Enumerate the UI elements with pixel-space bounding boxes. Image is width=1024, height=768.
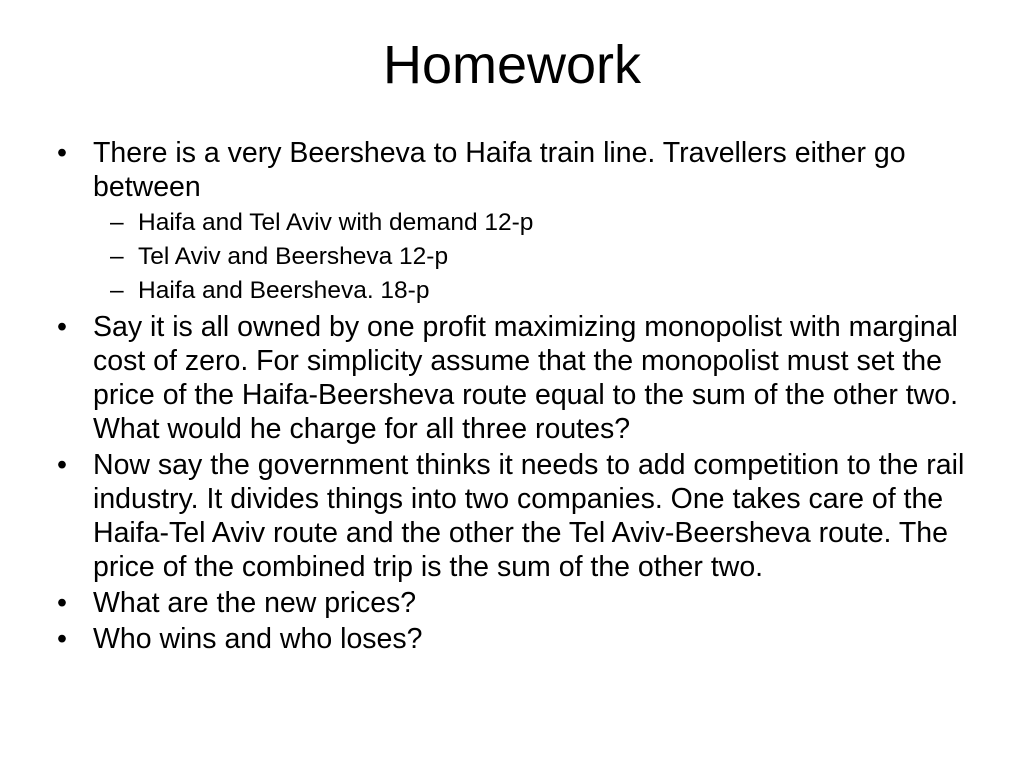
- bullet-icon: •: [57, 449, 67, 481]
- bullet-item-3: [55, 448, 970, 584]
- sub-bullet-text: Haifa and Tel Aviv with demand 12-p: [138, 209, 534, 236]
- sub-bullet-text: Haifa and Beersheva. 18-p: [138, 277, 430, 304]
- bullet-item-5: [55, 622, 970, 656]
- sub-bullet-item-1: [93, 206, 970, 240]
- dash-icon: –: [110, 209, 124, 236]
- bullet-list: [55, 136, 970, 656]
- bullet-text: Now say the government thinks it needs to add competition to the rail industry. It divides things into two companies. One takes care of the Haifa-Tel Aviv route and the other the Tel Aviv-Beersheva route. The price of the combined trip is the sum of the other two.: [93, 449, 965, 583]
- sub-bullet-list: [93, 206, 970, 308]
- bullet-item-1: [55, 136, 970, 308]
- slide-title: Homework: [382, 35, 642, 95]
- bullet-text: There is a very Beersheva to Haifa train line. Travellers either go between: [93, 137, 906, 203]
- sub-bullet-item-2: [93, 240, 970, 274]
- bullet-icon: •: [57, 311, 67, 343]
- bullet-text: What are the new prices?: [93, 587, 417, 619]
- bullet-icon: •: [57, 587, 67, 619]
- bullet-text: Say it is all owned by one profit maximizing monopolist with marginal cost of zero. For simplicity assume that the monopolist must set the price of the Haifa-Beersheva route equal to the sum of the other two. What would he charge for all three routes?: [93, 311, 958, 445]
- sub-bullet-text: Tel Aviv and Beersheva 12-p: [138, 243, 449, 270]
- bullet-icon: •: [57, 623, 67, 655]
- bullet-item-2: [55, 310, 970, 446]
- bullet-text: Who wins and who loses?: [93, 623, 423, 655]
- bullet-item-4: [55, 586, 970, 620]
- dash-icon: –: [110, 243, 124, 270]
- sub-bullet-item-3: [93, 274, 970, 308]
- dash-icon: –: [110, 277, 124, 304]
- bullet-icon: •: [57, 137, 67, 169]
